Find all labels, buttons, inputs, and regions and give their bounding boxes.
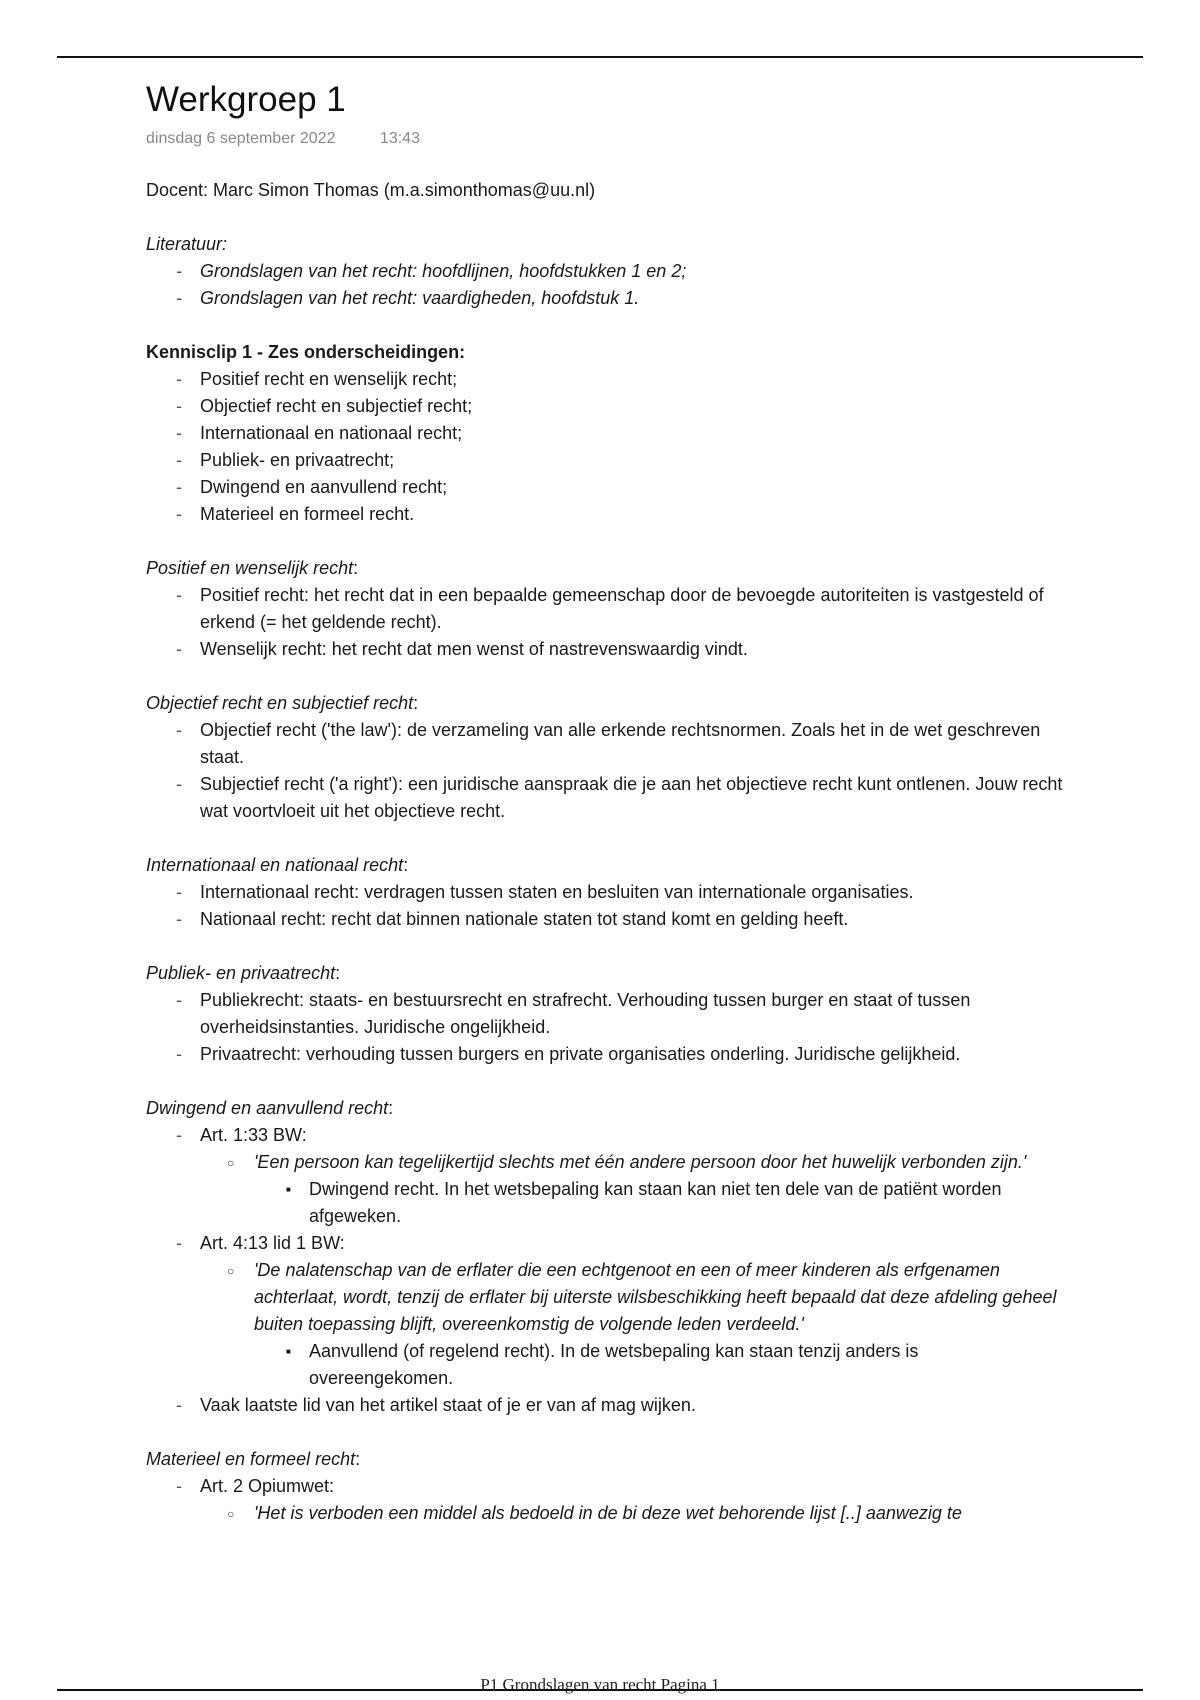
note-page: [146, 76, 1066, 1527]
list-item: - Internationaal en nationaal recht;: [146, 420, 1066, 447]
list-item: - Publiekrecht: staats- en bestuursrecht en strafrecht. Verhouding tussen burger en staat of tussen overheidsinstanties. Juridische ongelijkheid.: [146, 987, 1066, 1041]
sub-sub-list: [254, 1338, 1066, 1392]
list-item: - Grondslagen van het recht: vaardigheden, hoofdstuk 1.: [146, 285, 1066, 312]
article-quote: ○ 'Een persoon kan tegelijkertijd slechts met één andere persoon door het huwelijk verbonden zijn.' ■ Dwingend recht. In het wetsbepaling kan staan kan niet ten dele van de patiënt worden afgeweken.: [200, 1149, 1066, 1230]
list-item: - Internationaal recht: verdragen tussen staten en besluiten van internationale organisaties.: [146, 879, 1066, 906]
bottom-rule: [57, 1689, 1143, 1691]
internationaal-heading: Internationaal en nationaal recht:: [146, 855, 409, 875]
list-item: [146, 1473, 1066, 1527]
list-item: - Subjectief recht ('a right'): een juridische aanspraak die je aan het objectieve recht kunt ontlenen. Jouw recht wat voortvloeit uit het objectieve recht.: [146, 771, 1066, 825]
sub-list: [200, 1257, 1066, 1392]
internationaal-list: [146, 879, 1066, 933]
note-time: 13:43: [379, 130, 420, 147]
docent-line: Docent: Marc Simon Thomas (m.a.simonthomas@uu.nl): [146, 180, 596, 200]
objectief-list: [146, 717, 1066, 825]
publiek-list: [146, 987, 1066, 1068]
literatuur-list: [146, 258, 1066, 312]
page-title: Werkgroep 1: [146, 80, 346, 119]
article-note: ■ Aanvullend (of regelend recht). In de wetsbepaling kan staan tenzij anders is overeengekomen.: [254, 1338, 1066, 1392]
sub-list: [200, 1500, 1066, 1527]
note-date: dinsdag 6 september 2022: [146, 130, 336, 147]
list-item: - Wenselijk recht: het recht dat men wenst of nastrevenswaardig vindt.: [146, 636, 1066, 663]
list-item: - Nationaal recht: recht dat binnen nationale staten tot stand komt en gelding heeft.: [146, 906, 1066, 933]
article-ref: Art. 4:13 lid 1 BW:: [200, 1233, 345, 1253]
list-item: - Objectief recht ('the law'): de verzameling van alle erkende rechtsnormen. Zoals het in de wet geschreven staat.: [146, 717, 1066, 771]
list-item: [146, 1122, 1066, 1230]
list-item: - Materieel en formeel recht.: [146, 501, 1066, 528]
kennisclip-heading: Kennisclip 1 - Zes onderscheidingen:: [146, 342, 466, 362]
article-quote: ○ 'Het is verboden een middel als bedoeld in de bi deze wet behorende lijst [..] aanwezig te: [200, 1500, 1066, 1527]
page-footer: P1 Grondslagen van recht Pagina 1: [480, 1675, 720, 1694]
publiek-heading: Publiek- en privaatrecht:: [146, 963, 341, 983]
list-item: - Positief recht en wenselijk recht;: [146, 366, 1066, 393]
top-rule: [57, 56, 1143, 58]
list-item: - Publiek- en privaatrecht;: [146, 447, 1066, 474]
sub-list: [200, 1149, 1066, 1230]
kennisclip-list: [146, 366, 1066, 528]
positief-list: [146, 582, 1066, 663]
list-item: - Vaak laatste lid van het artikel staat of je er van af mag wijken.: [146, 1392, 1066, 1419]
article-ref: Art. 2 Opiumwet:: [200, 1476, 335, 1496]
materieel-list: [146, 1473, 1066, 1527]
materieel-heading: Materieel en formeel recht:: [146, 1449, 361, 1469]
dwingend-heading: Dwingend en aanvullend recht:: [146, 1098, 394, 1118]
list-item: - Privaatrecht: verhouding tussen burgers en private organisaties onderling. Juridische gelijkheid.: [146, 1041, 1066, 1068]
list-item: - Dwingend en aanvullend recht;: [146, 474, 1066, 501]
list-item: - Grondslagen van het recht: hoofdlijnen, hoofdstukken 1 en 2;: [146, 258, 1066, 285]
literatuur-heading: Literatuur:: [146, 234, 228, 254]
article-quote: ○ 'De nalatenschap van de erflater die een echtgenoot en een of meer kinderen als erfgenamen achterlaat, wordt, tenzij de erflater bij uiterste wilsbeschikking heeft bepaald dat deze afdeling geheel buiten toepassing blijft, overeenkomstig de volgende leden verdeeld.' ■ Aanvullend (of regelend recht). In de wetsbepaling kan staan tenzij anders is overeengekomen.: [200, 1257, 1066, 1392]
objectief-heading: Objectief recht en subjectief recht:: [146, 693, 419, 713]
dwingend-list: [146, 1122, 1066, 1419]
sub-sub-list: [254, 1176, 1066, 1230]
positief-heading: Positief en wenselijk recht:: [146, 558, 359, 578]
article-note: ■ Dwingend recht. In het wetsbepaling kan staan kan niet ten dele van de patiënt worden afgeweken.: [254, 1176, 1066, 1230]
article-ref: Art. 1:33 BW:: [200, 1125, 307, 1145]
list-item: - Positief recht: het recht dat in een bepaalde gemeenschap door de bevoegde autoriteiten is vastgesteld of erkend (= het geldende recht).: [146, 582, 1066, 636]
list-item: - Objectief recht en subjectief recht;: [146, 393, 1066, 420]
note-meta: [146, 128, 1066, 150]
list-item: [146, 1230, 1066, 1392]
